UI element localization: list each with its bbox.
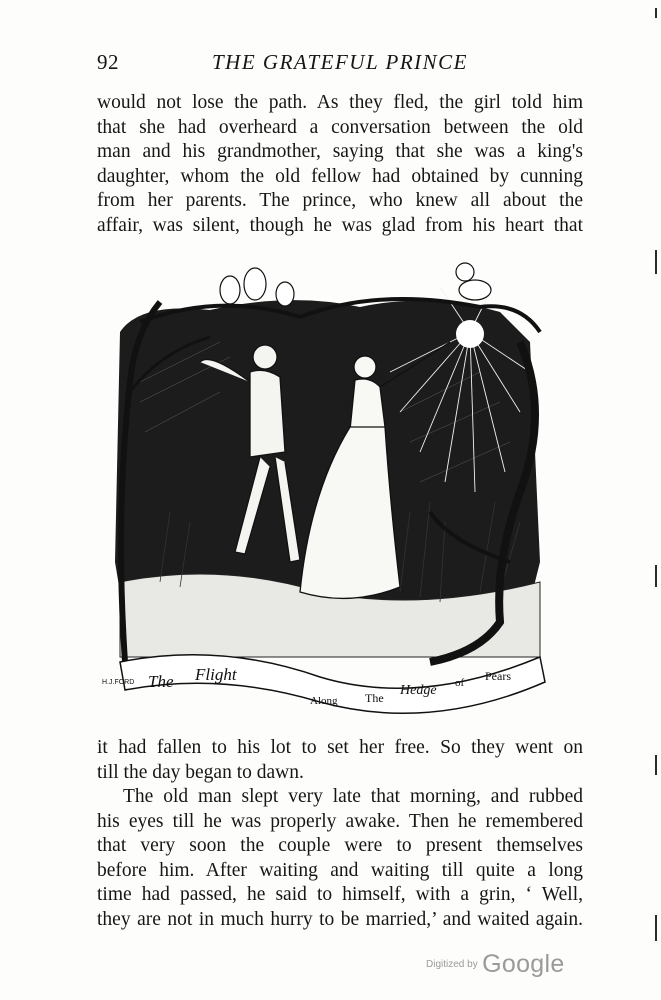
light-orb — [456, 320, 484, 348]
cherub — [456, 263, 491, 300]
text-line: it had fallen to his lot to set her free. So they went on — [97, 737, 583, 758]
page-header — [97, 50, 583, 80]
text-line: his eyes till he was properly awake. Then he remembered — [97, 810, 583, 832]
text-line: before him. After waiting and waiting till quite a long — [97, 859, 583, 881]
text-line: that she had overheard a conversation between the old — [97, 116, 583, 138]
paragraph-top — [97, 91, 583, 238]
caption-word: The — [365, 691, 384, 705]
page-edge-mark — [655, 250, 657, 274]
text-line: man and his grandmother, saying that she was a king's — [97, 141, 583, 162]
engraving-illustration — [100, 262, 560, 732]
caption-word: Along — [310, 695, 338, 707]
watermark-prefix: Digitized by — [426, 959, 478, 970]
caption-word: Flight — [195, 665, 237, 684]
text-line: till the day began to dawn. — [97, 761, 304, 783]
page-edge-mark — [655, 8, 657, 18]
text-line: time had passed, he said to himself, with a grin, ‘ Well, — [97, 884, 583, 905]
running-title: THE GRATEFUL PRINCE — [211, 50, 468, 74]
caption-word: Hedge — [400, 683, 437, 698]
page-number: 92 — [97, 50, 119, 74]
illustration-flight-along-hedge — [100, 262, 560, 732]
page-edge-mark — [655, 565, 657, 587]
text-line: daughter, whom the old fellow had obtained by cunning — [97, 165, 583, 187]
owls — [220, 268, 294, 306]
text-line: from her parents. The prince, who knew all about the — [97, 190, 583, 211]
text-line: they are not in much hurry to be married,’ and waited again. — [97, 908, 583, 930]
page-edge-mark — [655, 915, 657, 941]
text-line: affair, was silent, though he was glad from his heart that — [97, 214, 583, 236]
text-line: The old man slept very late that morning, and rubbed — [123, 786, 583, 807]
text-line: would not lose the path. As they fled, the girl told him — [97, 92, 583, 113]
paragraph-bottom — [97, 736, 583, 932]
google-logo: Google — [482, 950, 565, 978]
page-edge-mark — [655, 755, 657, 775]
text-line: that very soon the couple were to present themselves — [97, 835, 583, 856]
caption-word: Pears — [485, 669, 511, 683]
artist-signature: H.J.FORD — [102, 679, 135, 686]
digitized-watermark — [426, 950, 565, 979]
caption-word: The — [148, 672, 174, 691]
caption-word: of — [455, 677, 465, 689]
